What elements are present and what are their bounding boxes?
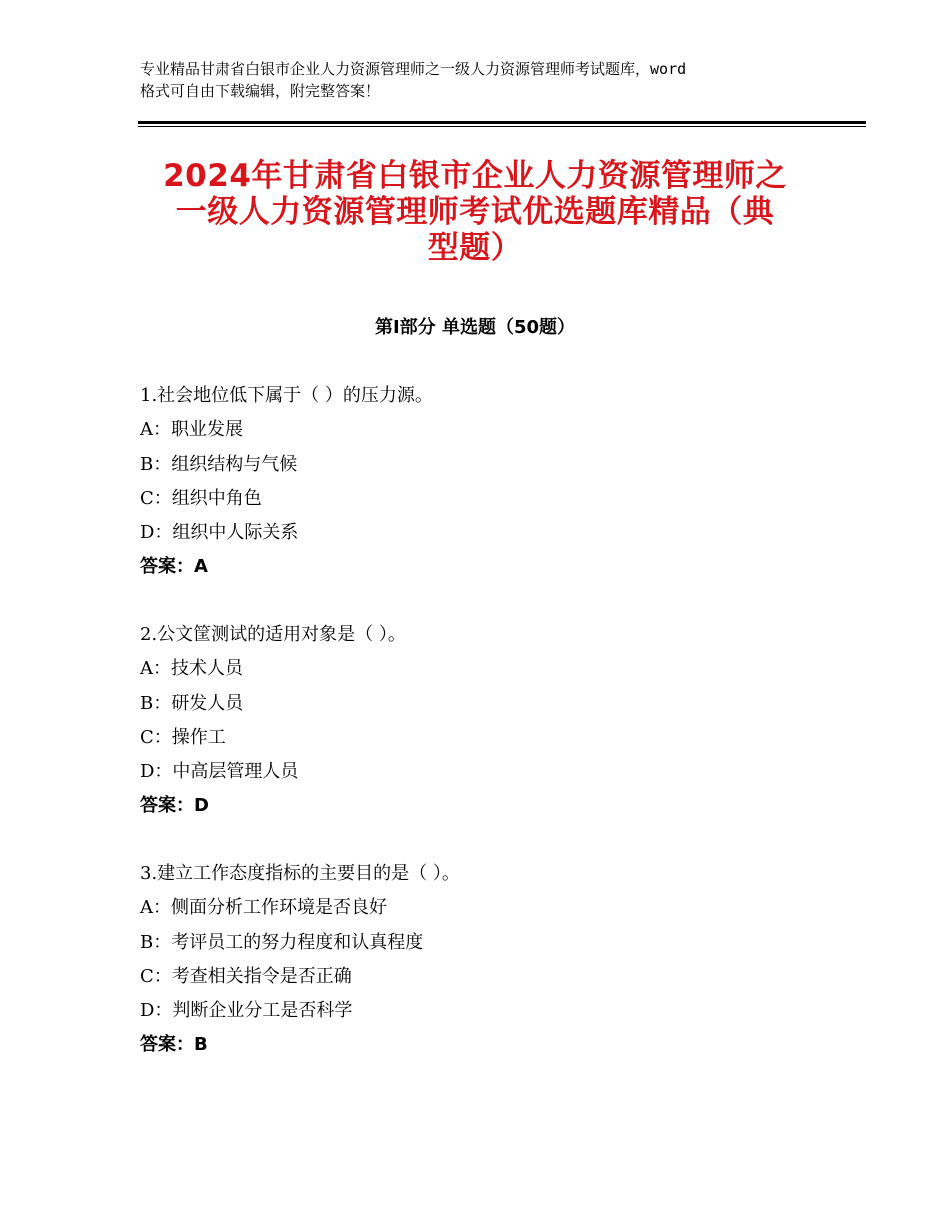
question-1 (140, 379, 830, 584)
header-divider-thick (138, 121, 866, 124)
option-a: A：技术人员 (140, 658, 243, 680)
header-note-line-2: 格式可自由下载编辑，附完整答案！ (140, 82, 381, 100)
option-b: B：研发人员 (140, 692, 244, 714)
question-stem: 3.建立工作态度指标的主要目的是（ ）。 (140, 863, 460, 884)
option-a: A：职业发展 (140, 419, 243, 441)
answer-key: 答案：A (140, 556, 208, 578)
option-c: C：考查相关指令是否正确 (140, 965, 352, 987)
question-stem: 2.公文筐测试的适用对象是（ ）。 (140, 624, 406, 645)
document-title-line-2: 一级人力资源管理师考试优选题库精品（典 (175, 194, 775, 230)
option-d: D：组织中人际关系 (140, 522, 299, 544)
answer-key: 答案：B (140, 1034, 208, 1056)
answer-key: 答案：D (140, 795, 209, 817)
option-a: A：侧面分析工作环境是否良好 (140, 897, 387, 919)
header-note-line-1: 专业精品甘肃省白银市企业人力资源管理师之一级人力资源管理师考试题库，word (140, 60, 687, 78)
option-c: C：组织中角色 (140, 487, 262, 509)
document-title-line-1: 2024年甘肃省白银市企业人力资源管理师之 (163, 158, 787, 194)
question-stem: 1.社会地位低下属于（ ）的压力源。 (140, 385, 433, 406)
option-b: B：考评员工的努力程度和认真程度 (140, 931, 424, 953)
question-2 (140, 618, 830, 823)
question-3 (140, 857, 830, 1062)
option-c: C：操作工 (140, 726, 226, 748)
option-d: D：判断企业分工是否科学 (140, 1000, 353, 1022)
header-divider-thin (138, 126, 866, 127)
option-d: D：中高层管理人员 (140, 761, 299, 783)
document-title-line-3: 型题） (427, 230, 523, 266)
document-header-note (140, 58, 830, 102)
section-title: 第Ⅰ部分 单选题（50题） (374, 317, 575, 338)
option-b: B：组织结构与气候 (140, 453, 298, 475)
document-title (140, 158, 810, 266)
